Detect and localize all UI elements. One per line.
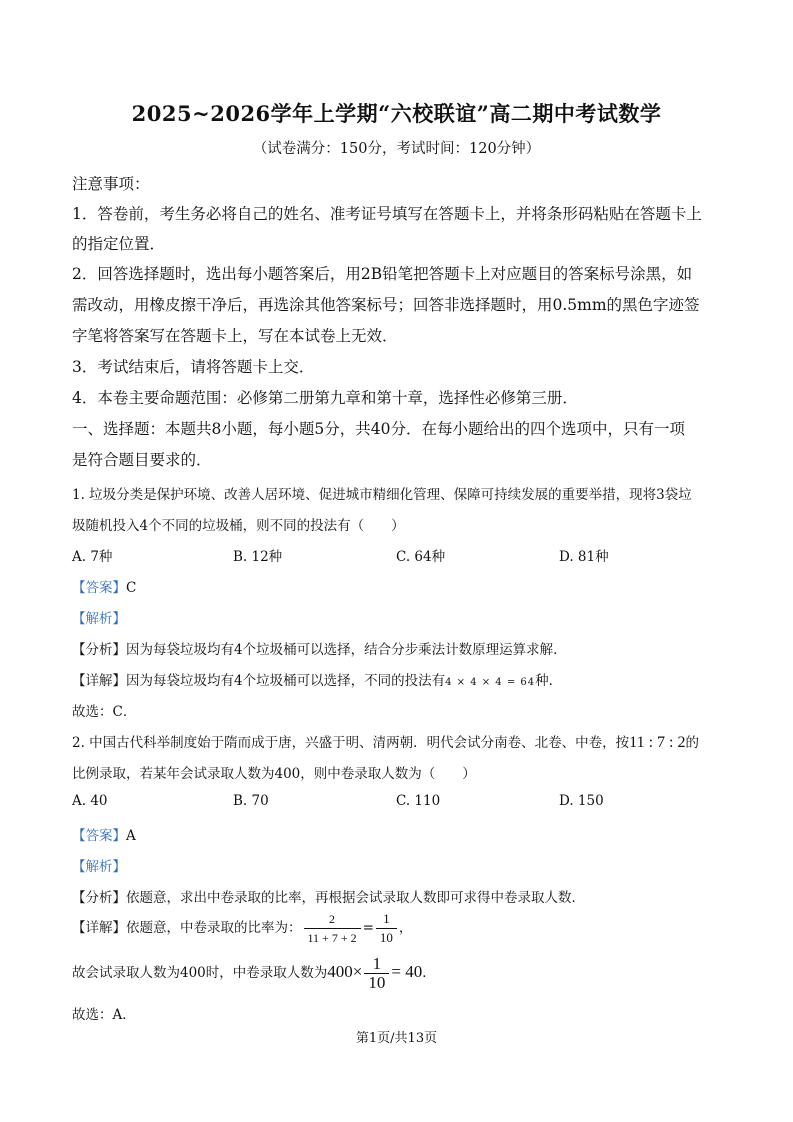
q1-conclusion: 故选：C． [72, 704, 137, 720]
q1-fenxi [72, 638, 724, 658]
q2-fenxi [72, 886, 724, 906]
fraction-denominator: 11 + 7 + 2 [307, 931, 357, 945]
answer-value: A [126, 828, 136, 844]
q2-stem-text: 2. 中国古代科举制度始于隋而成于唐，兴盛于明、清两朝．明代会试分南卷、北卷、中卷，按 [72, 735, 630, 751]
fraction-denominator: 10 [379, 930, 393, 945]
note-2-line-3: 字笔将答案写在答题卡上，写在本试卷上无效． [72, 327, 398, 345]
q2-option-a: A. 40 [72, 793, 108, 809]
q2-option-d: D. 150 [559, 793, 604, 809]
note-1-line-1: 1．答卷前，考生务必将自己的姓名、准考证号填写在答题卡上，并将条形码粘贴在答题卡上 [72, 205, 702, 223]
fenxi-tag: 【分析】 [72, 890, 126, 906]
q2-stem-line-1 [72, 731, 724, 752]
fraction-numerator: 2 [304, 910, 361, 929]
q1-analysis-tag [72, 607, 724, 627]
xiangjie-tag: 【详解】 [72, 920, 126, 936]
q1-stem-line-2: 圾随机投入4个不同的垃圾桶，则不同的投法有（ ） [72, 518, 405, 534]
q2-result-line [72, 955, 724, 992]
fraction-numerator: 1 [376, 910, 397, 929]
q1-option-a: A. 7种 [72, 549, 113, 565]
fenxi-text: 因为每袋垃圾均有4个垃圾桶可以选择，结合分步乘法计数原理运算求解． [126, 642, 567, 658]
answer-tag: 【答案】 [72, 580, 126, 596]
q2-option-b: B. 70 [233, 793, 269, 809]
result-formula-b: = 40 [391, 962, 423, 981]
xiangjie-text: 依题意，中卷录取的比率为： [126, 920, 302, 936]
fraction-one-tenth [364, 955, 389, 992]
page-title: 2025~2026学年上学期“六校联谊”高二期中考试数学 [131, 101, 662, 126]
fraction-ratio [304, 910, 361, 947]
q2-answer [72, 824, 724, 844]
xiangjie-suffix: 种． [535, 673, 563, 689]
section-1-heading-line-2: 是符合题目要求的． [72, 451, 212, 469]
result-text: 故会试录取人数为400时，中卷录取人数为 [72, 965, 328, 981]
result-suffix: ． [422, 965, 436, 981]
note-2-line-2: 需改动，用橡皮擦干净后，再选涂其他答案标号；回答非选择题时，用0.5mm的黑色字迹签 [72, 296, 700, 314]
fenxi-tag: 【分析】 [72, 642, 126, 658]
xiangjie-tag: 【详解】 [72, 673, 126, 689]
fraction-denominator: 10 [368, 973, 386, 992]
q2-xiangjie [72, 910, 724, 947]
answer-value: C [126, 580, 137, 596]
q2-stem-suffix: 的 [685, 735, 699, 751]
q2-option-c: C. 110 [396, 793, 441, 809]
q1-answer [72, 576, 724, 596]
xiangjie-suffix: ， [398, 920, 413, 936]
analysis-tag: 【解析】 [72, 611, 126, 627]
fraction-numerator: 1 [364, 955, 389, 974]
q1-stem-line-1: 1. 垃圾分类是保护环境、改善人居环境、促进城市精细化管理、保障可持续发展的重要举措，现将3袋垃 [72, 487, 692, 503]
q1-option-b: B. 12种 [233, 549, 283, 565]
q2-conclusion: 故选：A． [72, 1007, 136, 1023]
notes-heading: 注意事项： [72, 175, 150, 193]
section-1-heading-line-1: 一、选择题：本题共8小题，每小题5分，共40分．在每小题给出的四个选项中，只有一项 [72, 420, 685, 438]
analysis-tag: 【解析】 [72, 859, 126, 875]
q2-stem-line-2: 比例录取，若某年会试录取人数为400，则中卷录取人数为（ ） [72, 766, 476, 782]
q2-ratio: 11 : 7 : 2 [629, 734, 686, 751]
answer-tag: 【答案】 [72, 828, 126, 844]
q2-analysis-tag [72, 855, 724, 875]
note-1-line-2: 的指定位置． [72, 235, 166, 253]
equals-sign: = [362, 920, 374, 936]
q1-xiangjie [72, 669, 724, 689]
xiangjie-text: 因为每袋垃圾均有4个垃圾桶可以选择，不同的投法有 [126, 673, 446, 689]
exam-info: （试卷满分：150分，考试时间：120分钟） [252, 141, 541, 157]
note-3: 3．考试结束后，请将答题卡上交． [72, 358, 315, 376]
xiangjie-formula: 4 × 4 × 4 = 64 [445, 677, 536, 688]
page-number: 第1页/共13页 [355, 1031, 438, 1046]
result-formula-a: 400× [327, 962, 363, 981]
fraction-result [376, 910, 397, 947]
fenxi-text: 依题意，求出中卷录取的比率，再根据会试录取人数即可求得中卷录取人数． [126, 890, 585, 906]
note-2-line-1: 2．回答选择题时，选出每小题答案后，用2B铅笔把答题卡上对应题目的答案标号涂黑，如 [72, 265, 693, 283]
note-4: 4．本卷主要命题范围：必修第二册第九章和第十章，选择性必修第三册． [72, 389, 578, 407]
q1-option-d: D. 81种 [559, 549, 609, 565]
q1-option-c: C. 64种 [396, 549, 446, 565]
